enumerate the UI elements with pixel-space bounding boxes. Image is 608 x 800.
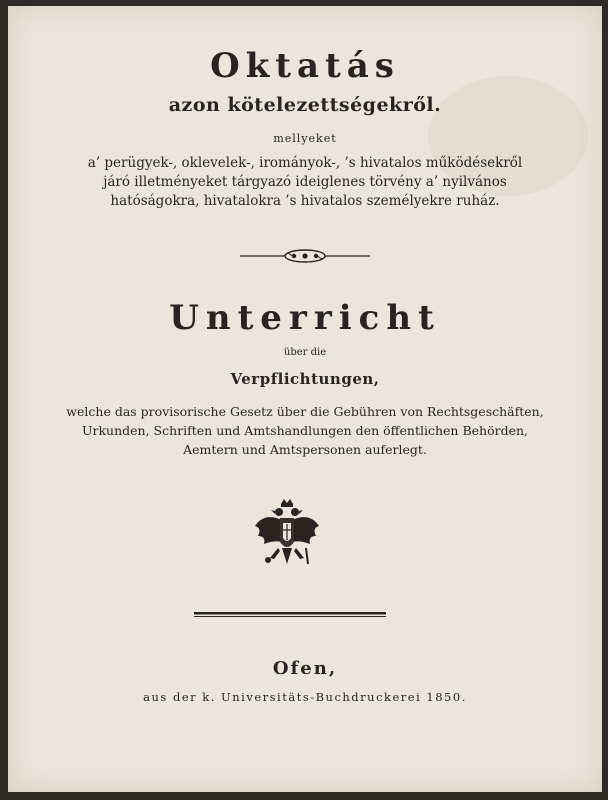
document-page [8,6,602,792]
german-body [8,402,602,459]
hungarian-body-line-3: hatóságokra, hivatalokra ’s hivatalos személyekre ruház. [110,193,500,209]
hungarian-body-line-2: járó illetményeket tárgyazó ideiglenes törvény a’ nyilvános [103,174,507,190]
ornament-divider-icon [238,247,372,265]
hungarian-subtitle: azon kötelezettségekről. [168,94,442,116]
german-subtitle: Verpflichtungen, [230,370,380,388]
hungarian-connector: mellyeket [273,132,337,145]
german-body-line-3: Aemtern und Amtspersonen auferlegt. [183,442,427,457]
german-connector: über die [283,347,327,358]
double-headed-eagle-icon [252,498,322,572]
german-body-line-1: welche das provisorische Gesetz über die Gebühren von Rechtsgeschäften, [66,404,544,419]
hungarian-body [8,154,602,211]
hungarian-title: Oktatás [210,46,400,86]
german-body-line-2: Urkunden, Schriften und Amtshandlungen den öffentlichen Behörden, [81,423,529,438]
double-rule-divider [194,612,386,618]
imprint-printer-line: aus der k. Universitäts-Buchdruckerei 1850. [143,690,467,704]
imprint-place: Ofen, [272,658,338,679]
german-title: Unterricht [169,298,441,338]
hungarian-body-line-1: a’ perügyek-, oklevelek-, irományok-, ’s hivatalos működésekről [87,155,523,171]
